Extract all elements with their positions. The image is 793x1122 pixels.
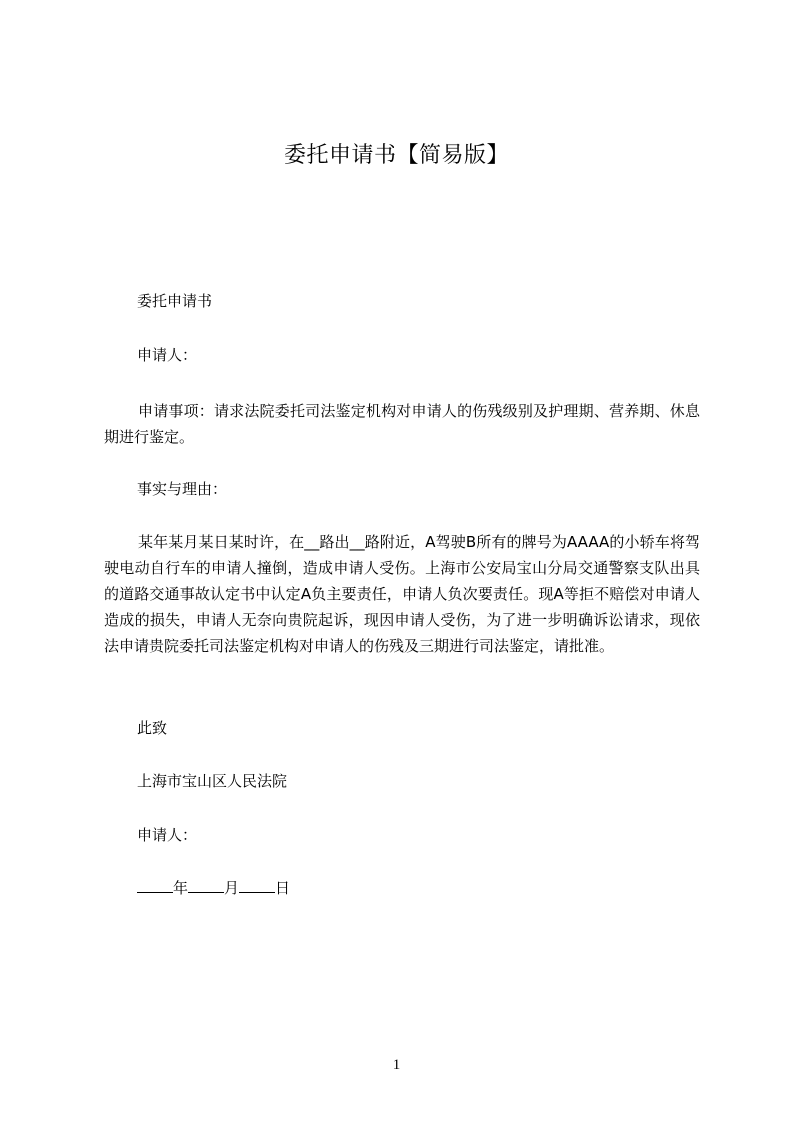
year-label: 年 bbox=[173, 879, 189, 897]
month-blank bbox=[188, 878, 224, 893]
day-label: 日 bbox=[275, 879, 291, 897]
document-title: 委托申请书【简易版】 bbox=[283, 143, 509, 168]
facts-paragraph: 某年某月某日某时许，在__路出__路附近，A驾驶B所有的牌号为AAAA的小轿车将驾驶电动自行车的申请人撞倒，造成申请人受伤。上海市公安局宝山分局交通警察支队出具的道路交通事故认定书中认定A负主要责任，申请人负次要责任。现A等拒不赔偿对申请人造成的损失，申请人无奈向贵院起诉，现因申请人受伤，为了进一步明确诉讼请求，现依法申请贵院委托司法鉴定机构对申请人的伤残及三期进行司法鉴定，请批准。 bbox=[104, 533, 700, 655]
facts-label: 事实与理由： bbox=[137, 480, 228, 498]
court-name: 上海市宝山区人民法院 bbox=[137, 772, 288, 790]
matter-paragraph: 申请事项：请求法院委托司法鉴定机构对申请人的伤残级别及护理期、营养期、休息期进行鉴定。 bbox=[104, 402, 700, 446]
closing-salutation: 此致 bbox=[137, 719, 168, 737]
date-line bbox=[137, 878, 290, 898]
applicant-label: 申请人： bbox=[137, 346, 198, 364]
document-heading: 委托申请书 bbox=[137, 292, 213, 310]
day-blank bbox=[239, 878, 275, 893]
month-label: 月 bbox=[224, 879, 240, 897]
signature-label: 申请人： bbox=[137, 826, 198, 844]
page-number: 1 bbox=[392, 1057, 401, 1073]
year-blank bbox=[137, 878, 173, 893]
